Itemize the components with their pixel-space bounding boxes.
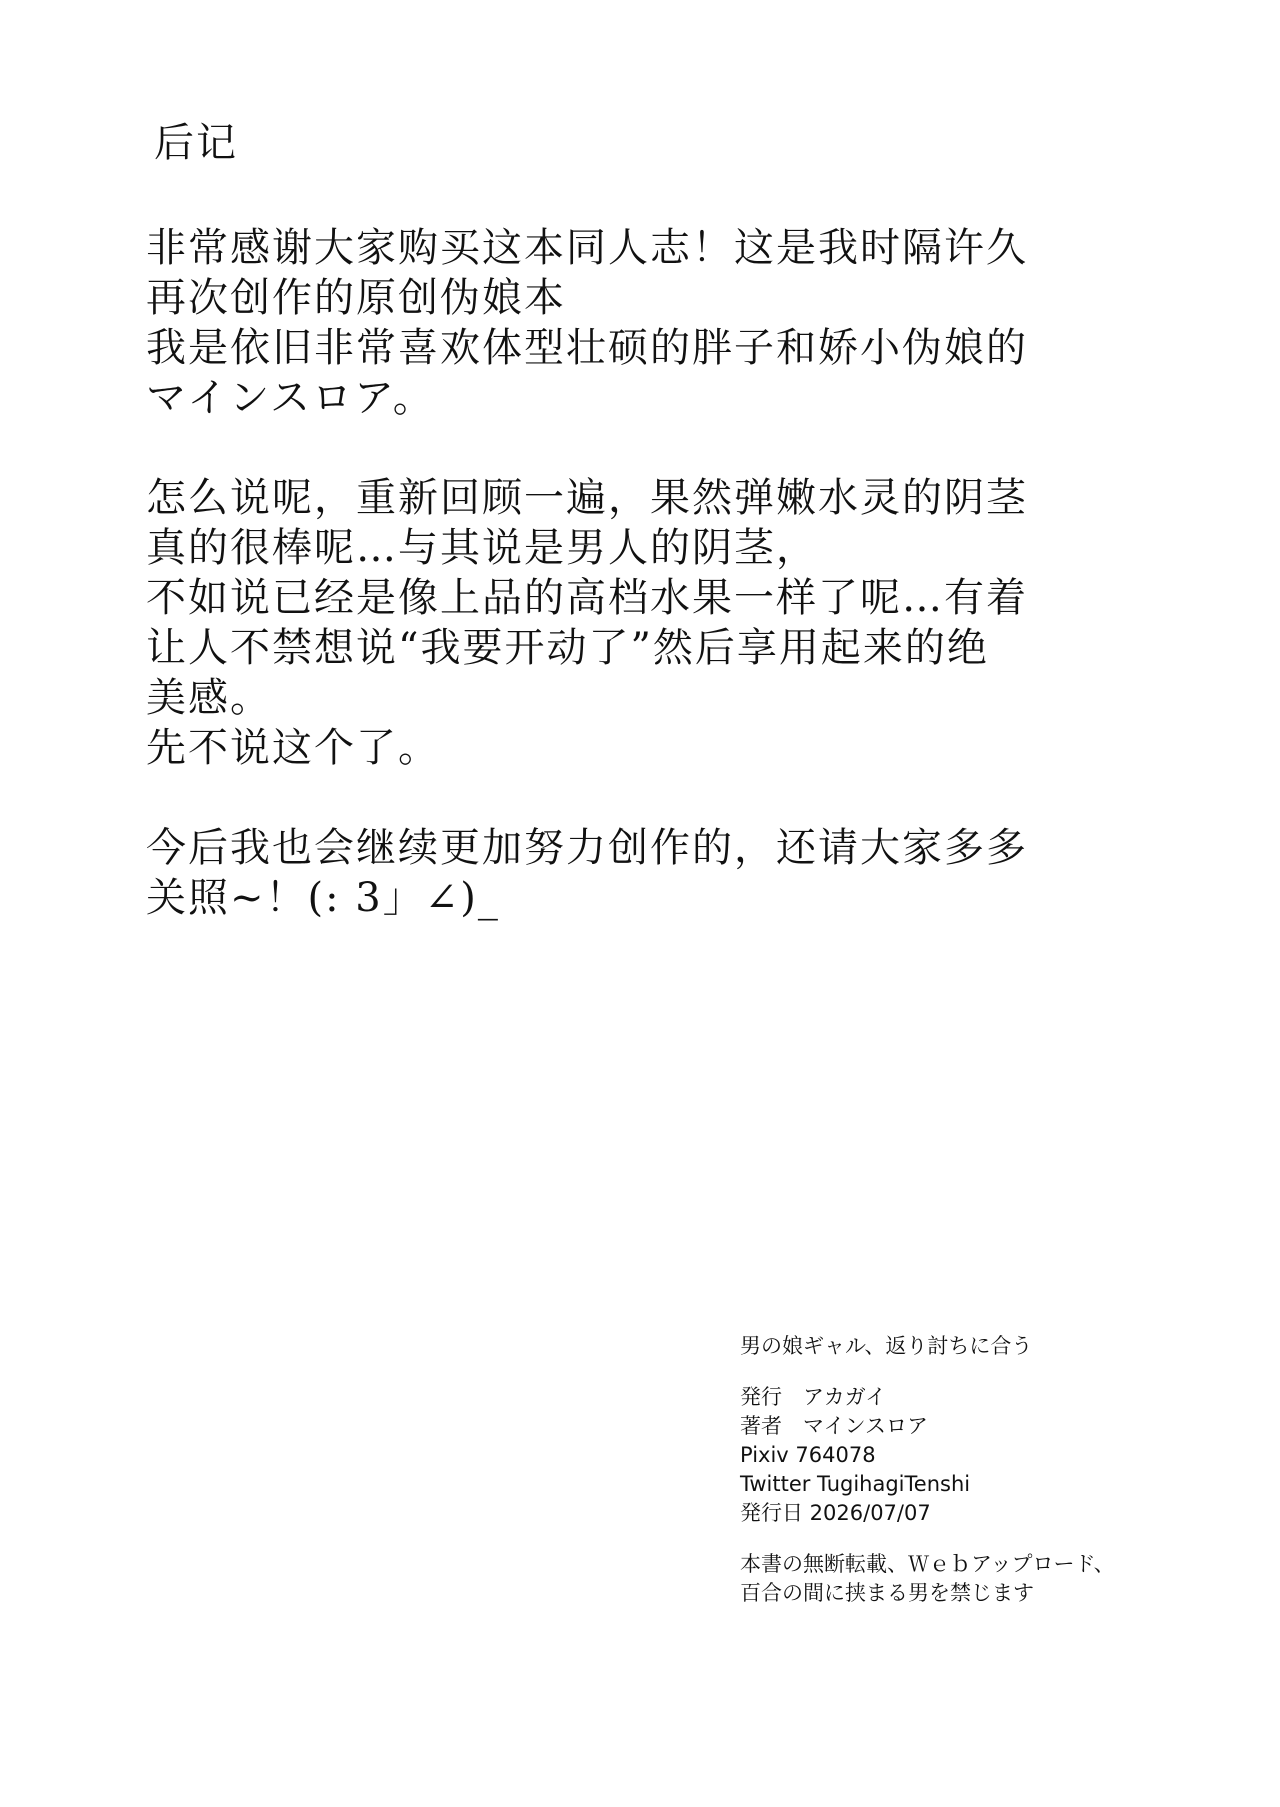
colophon <box>740 1332 1180 1630</box>
text-line: 关照~！(: 3」∠)_ <box>146 875 500 921</box>
text-line: 让人不禁想说“我要开动了”然后享用起来的绝 <box>146 625 989 671</box>
notice-line: 本書の無断転載、Ｗｅｂアップロード、 <box>740 1552 1115 1576</box>
afterword-paragraph-2 <box>146 473 1146 773</box>
text-line: 不如说已经是像上品的高档水果一样了呢…有着 <box>146 575 1028 621</box>
afterword-title: 后记 <box>154 120 238 166</box>
text-line: 真的很棒呢…与其说是男人的阴茎， <box>146 525 818 571</box>
text-line: 再次创作的原创伪娘本 <box>146 275 566 321</box>
copyright-notice <box>740 1550 1180 1608</box>
credits-block <box>740 1383 1180 1528</box>
author-line: 著者 マインスロア <box>740 1414 928 1438</box>
book-title: 男の娘ギャル、返り討ちに合う <box>740 1334 1033 1358</box>
text-line: 先不说这个了。 <box>146 725 440 771</box>
text-line: 怎么说呢，重新回顾一遍，果然弹嫩水灵的阴茎 <box>146 475 1028 521</box>
text-line: 美感。 <box>146 675 272 721</box>
twitter-line: Twitter TugihagiTenshi <box>740 1472 971 1496</box>
text-line: 非常感谢大家购买这本同人志！这是我时隔许久 <box>146 225 1028 271</box>
publisher-line: 発行 アカガイ <box>740 1385 887 1409</box>
text-line: マインスロア。 <box>146 375 435 421</box>
pixiv-line: Pixiv 764078 <box>740 1443 876 1467</box>
afterword-paragraph-3 <box>146 823 1146 923</box>
text-line: 我是依旧非常喜欢体型壮硕的胖子和娇小伪娘的 <box>146 325 1028 371</box>
notice-line: 百合の間に挟まる男を禁じます <box>740 1581 1034 1605</box>
afterword-section <box>146 118 1146 973</box>
text-line: 今后我也会继续更加努力创作的，还请大家多多 <box>146 825 1028 871</box>
afterword-paragraph-1 <box>146 223 1146 423</box>
publish-date-line: 発行日 2026/07/07 <box>740 1501 931 1525</box>
